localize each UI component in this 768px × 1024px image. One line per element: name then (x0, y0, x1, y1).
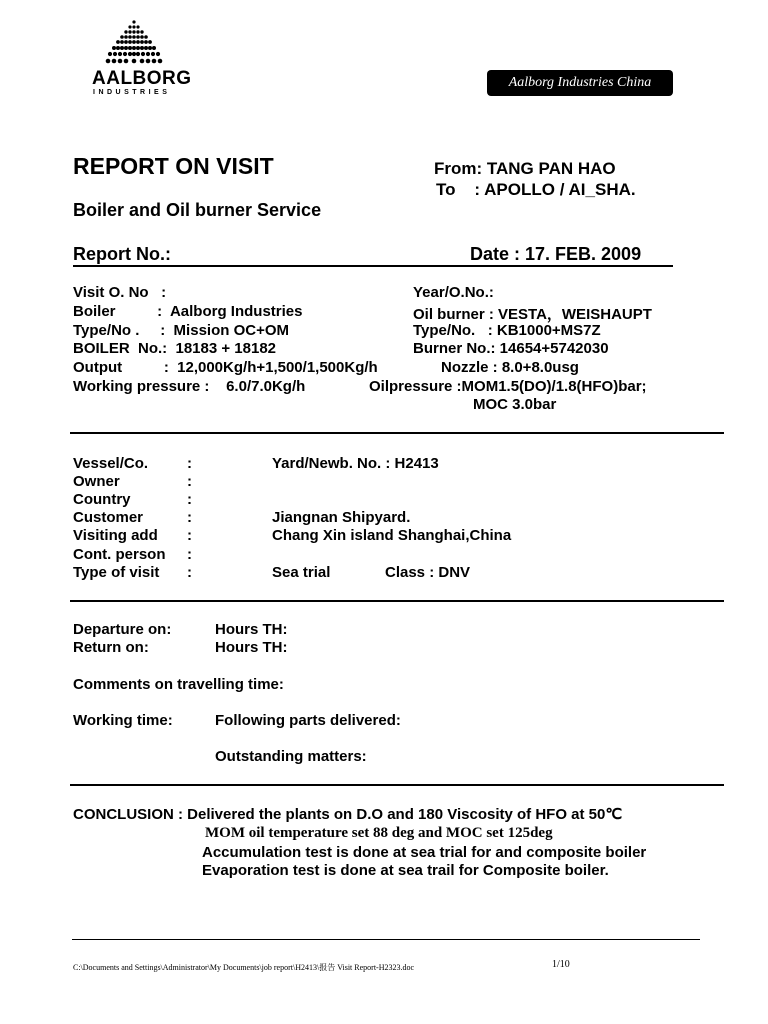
info-right-7: MOC 3.0bar (473, 396, 557, 413)
return-hours: Hours TH: (215, 639, 288, 656)
logo-subtitle: INDUSTRIES (93, 89, 171, 96)
report-date: Date : 17. FEB. 2009 (470, 244, 642, 264)
country-label: Country (73, 491, 131, 508)
vessel-label: Vessel/Co. (73, 455, 149, 472)
customer-value: Jiangnan Shipyard. (272, 509, 411, 526)
conclusion-line-2: MOM oil temperature set 88 deg and MOC set 125deg (205, 825, 553, 841)
colon: : (187, 564, 192, 581)
page-title: REPORT ON VISIT (73, 153, 274, 179)
colon: : (187, 491, 192, 508)
departure-hours: Hours TH: (215, 621, 288, 638)
divider-3 (70, 784, 724, 786)
conclusion-line-1: CONCLUSION : Delivered the plants on D.O and 180 Viscosity of HFO at 50℃ (73, 806, 623, 823)
info-left-4: BOILER No.: 18183 + 18182 (73, 340, 277, 357)
colon: : (187, 527, 192, 544)
aalborg-logo-icon (88, 18, 188, 70)
info-left-2: Boiler : Aalborg Industries (73, 303, 303, 320)
from-line: From: TANG PAN HAO (434, 159, 616, 178)
divider-2 (70, 600, 724, 602)
visiting-label: Visiting add (73, 527, 158, 544)
info-right-2: Oil burner : VESTA，WEISHAUPT (413, 306, 652, 323)
customer-label: Customer (73, 509, 144, 526)
cont-person-label: Cont. person (73, 546, 166, 563)
info-right-3: Type/No. : KB1000+MS7Z (413, 322, 601, 339)
return-label: Return on: (73, 639, 149, 656)
info-right-1: Year/O.No.: (413, 284, 494, 301)
page-subtitle: Boiler and Oil burner Service (73, 200, 322, 220)
footer-file-path: C:\Documents and Settings\Administrator\My Documents\job report\H2413\报告 Visit Report-H2323.doc (73, 963, 415, 972)
report-underline (73, 265, 673, 267)
divider-1 (70, 432, 724, 434)
info-left-3: Type/No . : Mission OC+OM (73, 322, 289, 339)
departure-label: Departure on: (73, 621, 172, 638)
footer-divider (72, 939, 700, 940)
parts-delivered-label: Following parts delivered: (215, 712, 401, 729)
logo-wordmark: AALBORG (92, 68, 192, 89)
footer-page-number: 1/10 (552, 959, 570, 970)
info-right-4: Burner No.: 14654+5742030 (413, 340, 609, 357)
colon: : (187, 455, 192, 472)
info-right-5: Nozzle : 8.0+8.0usg (441, 359, 579, 376)
type-of-visit-label: Type of visit (73, 564, 160, 581)
to-line: To : APOLLO / AI_SHA. (436, 180, 636, 199)
colon: : (187, 509, 192, 526)
conclusion-line-4: Evaporation test is done at sea trail for Composite boiler. (202, 862, 609, 879)
class-value: Class : DNV (385, 564, 471, 581)
outstanding-label: Outstanding matters: (215, 748, 367, 765)
type-of-visit-value: Sea trial (272, 564, 331, 581)
report-no-label: Report No.: (73, 244, 171, 264)
info-left-6: Working pressure : 6.0/7.0Kg/h (73, 378, 306, 395)
yard-newb-no: Yard/Newb. No. : H2413 (272, 455, 439, 472)
info-left-5: Output : 12,000Kg/h+1,500/1,500Kg/h (73, 359, 378, 376)
colon: : (187, 546, 192, 563)
info-right-6: Oilpressure :MOM1.5(DO)/1.8(HFO)bar; (369, 378, 647, 395)
info-left-1: Visit O. No : (73, 284, 167, 301)
comments-label: Comments on travelling time: (73, 676, 284, 693)
working-time-label: Working time: (73, 712, 173, 729)
conclusion-line-3: Accumulation test is done at sea trial for and composite boiler (202, 844, 647, 861)
visiting-value: Chang Xin island Shanghai,China (272, 527, 512, 544)
owner-label: Owner (73, 473, 120, 490)
company-banner: Aalborg Industries China (487, 70, 673, 96)
colon: : (187, 473, 192, 490)
company-logo (88, 18, 192, 98)
